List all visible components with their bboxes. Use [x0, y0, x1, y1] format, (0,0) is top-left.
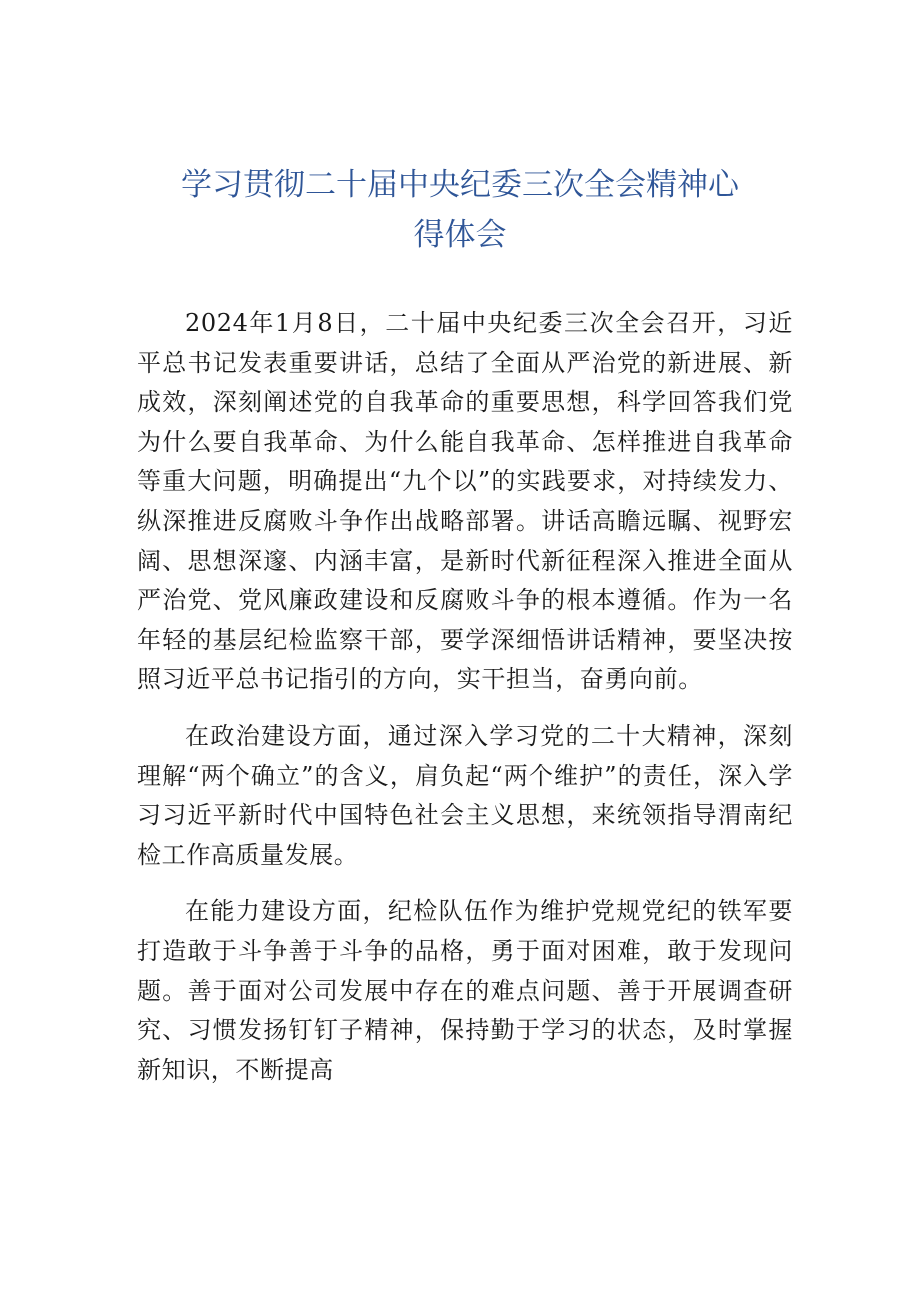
document-body — [137, 304, 793, 1107]
paragraph-capability-building: 在能力建设方面，纪检队伍作为维护党规党纪的铁军要打造敢于斗争善于斗争的品格，勇于面对困难，敢于发现问题。善于面对公司发展中存在的难点问题、善于开展调查研究、习惯发扬钉钉子精神，保持勤于学习的状态，及时掌握新知识，不断提高 — [137, 897, 793, 1084]
document-title — [120, 160, 800, 260]
title-line-1: 学习贯彻二十届中央纪委三次全会精神心 — [181, 167, 739, 203]
paragraph-political-building: 在政治建设方面，通过深入学习党的二十大精神，深刻理解“两个确立”的含义，肩负起“两个维护”的责任，深入学习习近平新时代中国特色社会主义思想，来统领指导渭南纪检工作高质量发展。 — [137, 721, 793, 869]
paragraph-intro: 2024年1月8日，二十届中央纪委三次全会召开，习近平总书记发表重要讲话，总结了全面从严治党的新进展、新成效，深刻阐述党的自我革命的重要思想，科学回答我们党为什么要自我革命、为什么能自我革命、怎样推进自我革命等重大问题，明确提出“九个以”的实践要求，对持续发力、纵深推进反腐败斗争作出战略部署。讲话高瞻远瞩、视野宏阔、思想深邃、内涵丰富，是新时代新征程深入推进全面从严治党、党风廉政建设和反腐败斗争的根本遵循。作为一名年轻的基层纪检监察干部，要学深细悟讲话精神，要坚决按照习近平总书记指引的方向，实干担当，奋勇向前。 — [137, 309, 793, 694]
title-line-2: 得体会 — [413, 217, 507, 253]
